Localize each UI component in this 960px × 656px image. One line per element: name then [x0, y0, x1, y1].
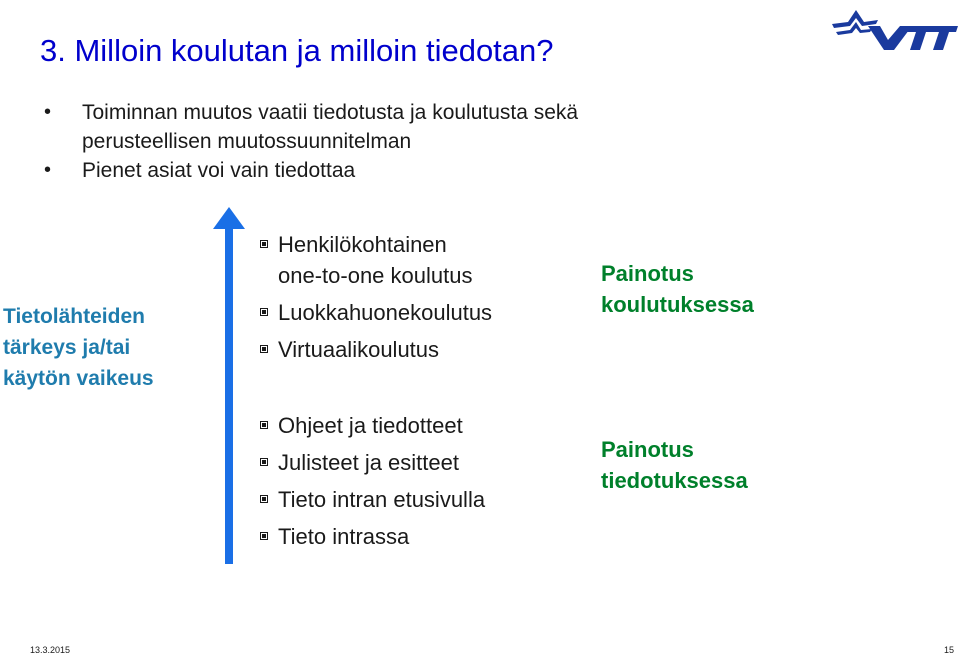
bullet-text-line: Toiminnan muutos vaatii tiedotusta ja koulutusta sekä: [82, 101, 579, 124]
bullet-text-line: perusteellisen muutossuunnitelman: [82, 130, 412, 153]
info-methods-list: [260, 410, 485, 558]
importance-label: [3, 301, 198, 394]
emphasis-line: koulutuksessa: [601, 292, 754, 317]
square-bullet-icon: [260, 495, 268, 503]
square-bullet-icon: [260, 345, 268, 353]
list-item: [260, 334, 492, 365]
emphasis-line: tiedotuksessa: [601, 468, 748, 493]
list-item: [260, 521, 485, 552]
vtt-logo: [828, 2, 958, 56]
emphasis-line: Painotus: [601, 437, 694, 462]
info-emphasis-label: [601, 434, 841, 496]
bullet-dot-icon: •: [44, 159, 52, 181]
square-bullet-icon: [260, 458, 268, 466]
training-emphasis-label: [601, 258, 841, 320]
bullet-text-line: Pienet asiat voi vain tiedottaa: [82, 159, 356, 182]
logo-letter-v: [868, 26, 912, 50]
bullet-list: [44, 98, 578, 185]
list-item: [260, 410, 485, 441]
list-item-text: Virtuaalikoulutus: [278, 337, 440, 362]
slide-title: 3. Milloin koulutan ja milloin tiedotan?: [40, 33, 554, 68]
list-item-text: Luokkahuonekoulutus: [278, 300, 493, 325]
importance-label-line: tärkeys ja/tai: [3, 336, 131, 359]
square-bullet-icon: [260, 308, 268, 316]
list-item-text: Ohjeet ja tiedotteet: [278, 413, 463, 438]
list-item-text: Tieto intrassa: [278, 524, 410, 549]
list-item: [260, 297, 492, 328]
up-arrow-icon: [213, 207, 245, 564]
list-item-text: one-to-one koulutus: [278, 263, 473, 288]
list-item-text: Tieto intran etusivulla: [278, 487, 486, 512]
importance-label-line: Tietolähteiden: [3, 305, 145, 328]
square-bullet-icon: [260, 421, 268, 429]
list-item: [260, 484, 485, 515]
list-item: [260, 229, 492, 291]
training-methods-list: [260, 229, 492, 371]
emphasis-line: Painotus: [601, 261, 694, 286]
footer-date: 13.3.2015: [30, 645, 71, 655]
page-number: 15: [943, 645, 954, 655]
list-item: [260, 447, 485, 478]
square-bullet-icon: [260, 532, 268, 540]
importance-label-line: käytön vaikeus: [3, 367, 154, 390]
bullet-item: [44, 98, 578, 156]
list-item-text: Henkilökohtainen: [278, 232, 447, 257]
square-bullet-icon: [260, 240, 268, 248]
bullet-item: [44, 156, 578, 185]
list-item-text: Julisteet ja esitteet: [278, 450, 459, 475]
logo-letter-t2: [930, 26, 958, 50]
bullet-dot-icon: •: [44, 101, 52, 123]
